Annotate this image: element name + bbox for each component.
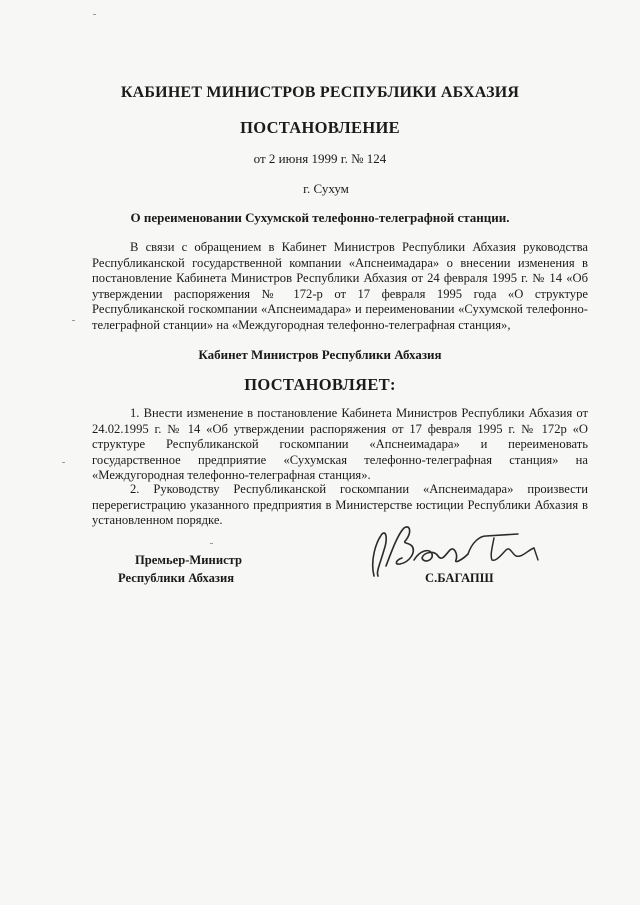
signatory-title-line-2: Республики Абхазия xyxy=(118,571,235,585)
decree-item-1: 1. Внести изменение в постановление Кабинета Министров Республики Абхазия от 24.02.1995 г. № 14 «Об утверждении распоряжения от 17 февраля 1995 г. № 172р «О структуре Республиканской госкомпании «Апснеимадара» и переименовать государственное предприятие «Сухумская телефонно-телеграфная станция» на «Междугородная телефонно-телеграфная станция». xyxy=(92,406,588,483)
organization-heading: КАБИНЕТ МИНИСТРОВ РЕСПУБЛИКИ АБХАЗИЯ xyxy=(120,84,520,101)
document-city: г. Сухум xyxy=(303,181,349,196)
scan-speck xyxy=(93,14,96,15)
decree-item-2: 2. Руководству Республиканской госкомпании «Апснеимадара» произвести перерегистрацию указанного предприятия в Министерстве юстиции Республики Абхазия в установленном порядке. xyxy=(92,482,588,528)
signatory-title-line-1: Премьер-Министр xyxy=(135,553,243,567)
scan-speck xyxy=(72,320,75,321)
decree-heading: ПОСТАНОВЛЯЕТ: xyxy=(244,375,396,394)
document-type-heading: ПОСТАНОВЛЕНИЕ xyxy=(240,118,400,137)
document-subject: О переименовании Сухумской телефонно-телеграфной станции. xyxy=(130,210,510,225)
scan-speck xyxy=(62,462,65,463)
issuer-line: Кабинет Министров Республики Абхазия xyxy=(198,347,442,362)
document-date: от 2 июня 1999 г. № 124 xyxy=(253,151,387,166)
signatory-name: С.БАГАПШ xyxy=(425,571,494,585)
preamble-paragraph: В связи с обращением в Кабинет Министров Республики Абхазия руководства Республиканской государственной компании «Апснеимадара» о внесении изменения в постановление Кабинета Министров Республики Абхазия от 24 февраля 1995 г. № 14 «Об утверждении распоряжения № 172-р от 17 февраля 1995 года «О структуре Республиканской госкомпании «Апснеимадара» и переименовании «Сухумской телефонно-телеграфной станции» на «Междугородная телефонно-телеграфная станция», xyxy=(92,240,588,332)
scan-speck xyxy=(210,543,213,544)
